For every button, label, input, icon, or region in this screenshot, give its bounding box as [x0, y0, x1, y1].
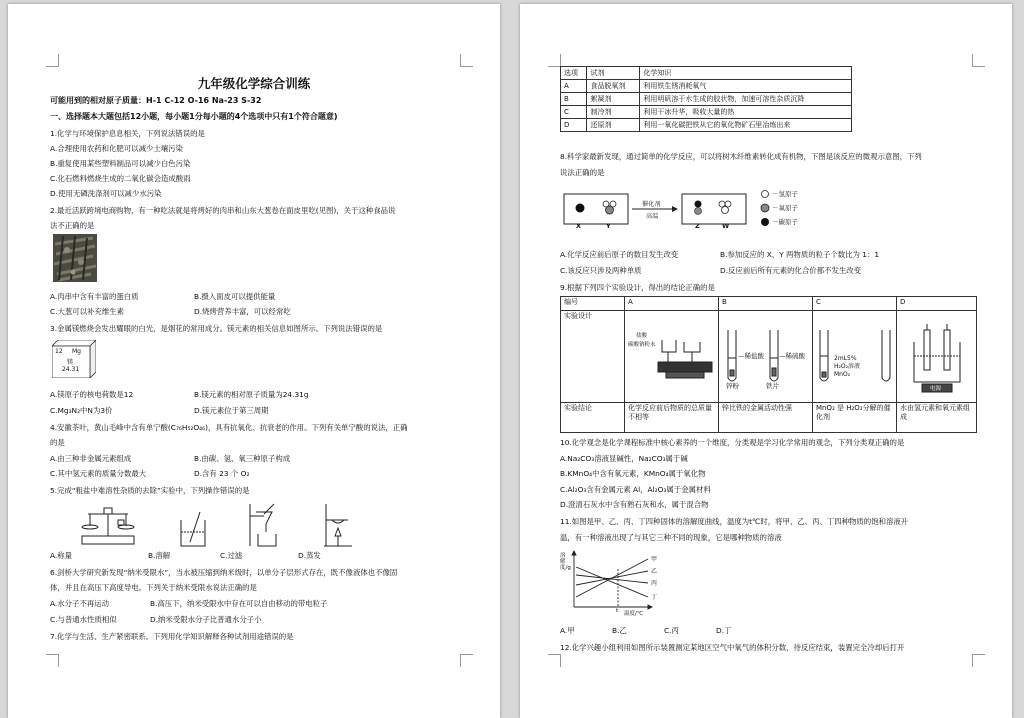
molecule-label: X — [576, 222, 582, 230]
table-cell: C — [561, 106, 587, 119]
molecule-label: Z — [695, 222, 700, 230]
option: D.蒸发 — [298, 551, 321, 560]
option: B.参加反应的 X、Y 两物质的粒子个数比为 1：1 — [720, 250, 880, 259]
page-right — [520, 4, 1012, 718]
question-12: 12.化学兴趣小组利用如图所示装置测定某地区空气中氧气的体积分数，待反应结束，装置完全冷却后打开 — [560, 643, 905, 652]
option: D.镁元素位于第三周期 — [194, 406, 269, 415]
page-left — [8, 4, 500, 718]
question-5: 5.完成“粗盐中难溶性杂质的去除”实验中，下列操作错误的是 — [50, 486, 250, 495]
option: C.过滤 — [220, 551, 243, 560]
option: A.称量 — [50, 551, 73, 560]
option: A.合理使用农药和化肥可以减少土壤污染 — [50, 144, 183, 153]
option: C.Al₂O₃含有金属元素 Al，Al₂O₃属于金属材料 — [560, 485, 711, 494]
option: D.纳米受限水分子比普通水分子小 — [150, 615, 262, 624]
option: A.水分子不再运动 — [50, 599, 110, 608]
axis-tick: t — [616, 608, 619, 614]
table-header-row — [561, 67, 852, 80]
question-4-cont: 的是 — [50, 438, 65, 447]
option: D.使用无磷洗涤剂可以减少水污染 — [50, 189, 162, 198]
apparatus-label: 2mL5% — [834, 355, 857, 362]
table-cell: 利用干冰升华，吸收大量的热 — [640, 106, 852, 119]
option: D.含有 23 个 O₂ — [194, 469, 250, 478]
option: B.摄入面皮可以提供能量 — [194, 292, 276, 301]
option: B.重复使用某些塑料制品可以减少白色污染 — [50, 159, 191, 168]
page-title: 九年级化学综合训练 — [197, 76, 311, 91]
table-cell: B — [561, 93, 587, 106]
question-9: 9.根据下列四个实验设计，得出的结论正确的是 — [560, 283, 715, 292]
crop-mark — [46, 654, 59, 667]
option: D.烧烤营养丰富，可以经常吃 — [194, 307, 291, 316]
option: B.高压下，纳米受限水中存在可以自由移动的带电粒子 — [150, 599, 328, 608]
question-2: 2.最近活跃跨境电商购物，有一种吃法就是将烤好的肉串和山东大葱卷在面皮里吃(见图)，关于这种食品说 — [50, 206, 396, 215]
question-8: 8.科学家最新发现，通过简单的化学反应，可以将树木纤维素转化成有机物，下图是该反应的微观示意图，下列 — [560, 152, 922, 161]
table-cell: 水由氢元素和氧元素组成 — [897, 403, 977, 433]
apparatus-label: MnO₂ — [834, 371, 851, 378]
legend-label: －氧原子 — [772, 204, 798, 212]
table-header-cell: 试剂 — [587, 67, 640, 80]
option: C.大葱可以补充维生素 — [50, 307, 125, 316]
table-header-cell: C — [813, 297, 897, 311]
series-label: 乙 — [651, 568, 658, 575]
option: B.溶解 — [148, 551, 171, 560]
table-header-row — [561, 297, 977, 311]
question-7: 7.化学与生活、生产紧密联系。下列用化学知识解释各种试剂用途错误的是 — [50, 632, 294, 641]
series-label: 丁 — [651, 594, 658, 601]
table-cell: 利用明矾溶于水生成的胶状物，加速可溶性杂质沉降 — [640, 93, 852, 106]
table-row — [561, 80, 852, 93]
table-cell: MnO₂ 是 H₂O₂分解的催化剂 — [813, 403, 897, 433]
table-cell: 利用一氧化碳把铁从它的氧化物矿石里冶炼出来 — [640, 119, 852, 132]
option: C.丙 — [664, 626, 679, 635]
table-row — [561, 119, 852, 132]
question-2-cont: 法不正确的是 — [50, 221, 95, 230]
option: A.肉串中含有丰富的蛋白质 — [50, 292, 139, 301]
crop-mark — [548, 654, 561, 667]
option: D.丁 — [716, 626, 732, 635]
molecule-label: Y — [606, 222, 611, 230]
question-11-cont: 温，有一种溶液出现了与其它三种不同的现象，它是哪种物质的溶液 — [560, 533, 782, 542]
option: B.镁元素的相对原子质量为24.31g — [194, 390, 309, 399]
series-label: 甲 — [651, 556, 658, 563]
table-cell: D — [561, 119, 587, 132]
option: A.Na₂CO₃溶液显碱性，Na₂CO₃属于碱 — [560, 454, 688, 463]
atom-legend — [760, 188, 820, 230]
table-cell: 絮凝剂 — [587, 93, 640, 106]
reaction-condition: 高温 — [646, 213, 659, 220]
food-photo — [53, 234, 97, 282]
crop-mark — [972, 54, 985, 67]
question-6-cont: 体，并且在高压下高度导电。下列关于纳米受限水说法正确的是 — [50, 583, 257, 592]
table-row — [561, 311, 977, 403]
option: C.化石燃料燃烧生成的二氧化碳会造成酸雨 — [50, 174, 191, 183]
question-4: 4.安徽茶叶，黄山毛峰中含有单宁酸(C₇₆H₅₂O₄₆)，具有抗氧化、抗衰老的作用。下列有关单宁酸的说法，正确 — [50, 423, 408, 432]
table-header-cell: 选项 — [561, 67, 587, 80]
apparatus-label: 锌粉 — [726, 382, 739, 390]
axis-label: 温度/℃ — [624, 611, 644, 617]
series-label: 丙 — [651, 580, 658, 587]
crop-mark — [972, 654, 985, 667]
table-cell: 制冷剂 — [587, 106, 640, 119]
question-11: 11.如图是甲、乙、丙、丁四种固体的溶解度曲线，温度为t℃时，将甲、乙、丙、丁四种物质的饱和溶液升 — [560, 517, 909, 526]
question-1: 1.化学与环境保护息息相关，下列说法错误的是 — [50, 129, 205, 138]
table-header-cell: D — [897, 297, 977, 311]
option: A.镁原子的核电荷数是12 — [50, 390, 134, 399]
option: A.化学反应前后原子的数目发生改变 — [560, 250, 679, 259]
table-header-cell: 化学知识 — [640, 67, 852, 80]
table-cell: 锌比铁的金属活动性强 — [719, 403, 813, 433]
row-label: 实验结论 — [561, 403, 625, 433]
apparatus-label: 盐酸 — [636, 333, 648, 339]
table-row — [561, 93, 852, 106]
option: C.该反应只涉及两种单质 — [560, 266, 642, 275]
option: A.甲 — [560, 626, 575, 635]
table-q7 — [560, 66, 852, 132]
option: B.乙 — [612, 626, 627, 635]
legend-label: －氢原子 — [772, 190, 798, 198]
crop-mark — [46, 54, 59, 67]
design-cell-d — [897, 311, 977, 403]
table-header-cell: B — [719, 297, 813, 311]
apparatus-label: —稀硫酸 — [779, 352, 805, 360]
question-3: 3.金属镁燃烧会发出耀眼的白光，是烟花的常用成分。镁元素的相关信息如图所示。下列说法错误的是 — [50, 324, 383, 333]
apparatus-label: 铁片 — [766, 382, 779, 390]
atomic-number: 12 — [55, 348, 63, 355]
atomic-mass: 24.31 — [62, 366, 80, 373]
apparatus-label: 碳酸钠粉末 — [628, 342, 656, 348]
element-tile — [52, 340, 96, 378]
option: A.由三种非金属元素组成 — [50, 454, 132, 463]
legend-label: －碳原子 — [772, 218, 798, 226]
option: C.Mg₃N₂中N为3价 — [50, 406, 113, 415]
table-row — [561, 403, 977, 433]
element-name: 镁 — [67, 359, 74, 366]
question-10: 10.化学观念是化学课程标准中核心素养的一个维度，分类观是学习化学常用的观念，下列分类观正确的是 — [560, 438, 905, 447]
option: B.KMnO₄中含有氧元素，KMnO₄属于氧化物 — [560, 469, 706, 478]
axis-label: 溶解度/g — [560, 553, 571, 571]
table-cell: 化学反应前后物质的总质量不相等 — [625, 403, 719, 433]
balance-illustration — [78, 500, 138, 546]
table-row — [561, 106, 852, 119]
table-header-cell: 编号 — [561, 297, 625, 311]
evaporate-illustration — [320, 502, 356, 548]
option: B.由碳、氢、氧三种原子构成 — [194, 454, 291, 463]
element-symbol: Mg — [72, 348, 81, 355]
crop-mark — [460, 654, 473, 667]
reaction-condition: 催化剂 — [642, 201, 661, 208]
option: C.与普通水性质相似 — [50, 615, 117, 624]
table-cell: A — [561, 80, 587, 93]
option: C.其中氢元素的质量分数最大 — [50, 469, 147, 478]
design-cell-a — [625, 311, 719, 403]
beaker-illustration — [176, 512, 210, 548]
row-label: 实验设计 — [561, 311, 625, 403]
table-header-cell: A — [625, 297, 719, 311]
apparatus-label: H₂O₂溶液 — [834, 363, 861, 370]
question-8-cont: 说法正确的是 — [560, 168, 605, 177]
table-cell: 食品脱氧剂 — [587, 80, 640, 93]
solubility-curve — [560, 549, 664, 617]
molecule-label: W — [722, 222, 730, 230]
question-6: 6.剑桥大学研究新发现“纳米受限水”，当水被压缩到纳米级时，以单分子层形式存在，既不像液体也不像固 — [50, 568, 398, 577]
section-heading: 一、选择题本大题包括12小题，每小题1分每小题的4个选项中只有1个符合题意) — [50, 112, 338, 121]
design-cell-b — [719, 311, 813, 403]
option: D.澄清石灰水中含有熟石灰和水，属于混合物 — [560, 500, 709, 509]
apparatus-label: —稀盐酸 — [738, 352, 764, 360]
table-cell: 还原剂 — [587, 119, 640, 132]
apparatus-label: 电源 — [930, 386, 942, 392]
crop-mark — [460, 54, 473, 67]
atomic-masses: 可能用到的相对原子质量：H-1 C-12 O-16 Na-23 S-32 — [50, 96, 262, 105]
option: D.反应前后所有元素的化合价都不发生改变 — [720, 266, 862, 275]
filter-illustration — [244, 502, 280, 548]
table-q9 — [560, 296, 977, 433]
table-cell: 利用铁生锈消耗氧气 — [640, 80, 852, 93]
design-cell-c — [813, 311, 897, 403]
